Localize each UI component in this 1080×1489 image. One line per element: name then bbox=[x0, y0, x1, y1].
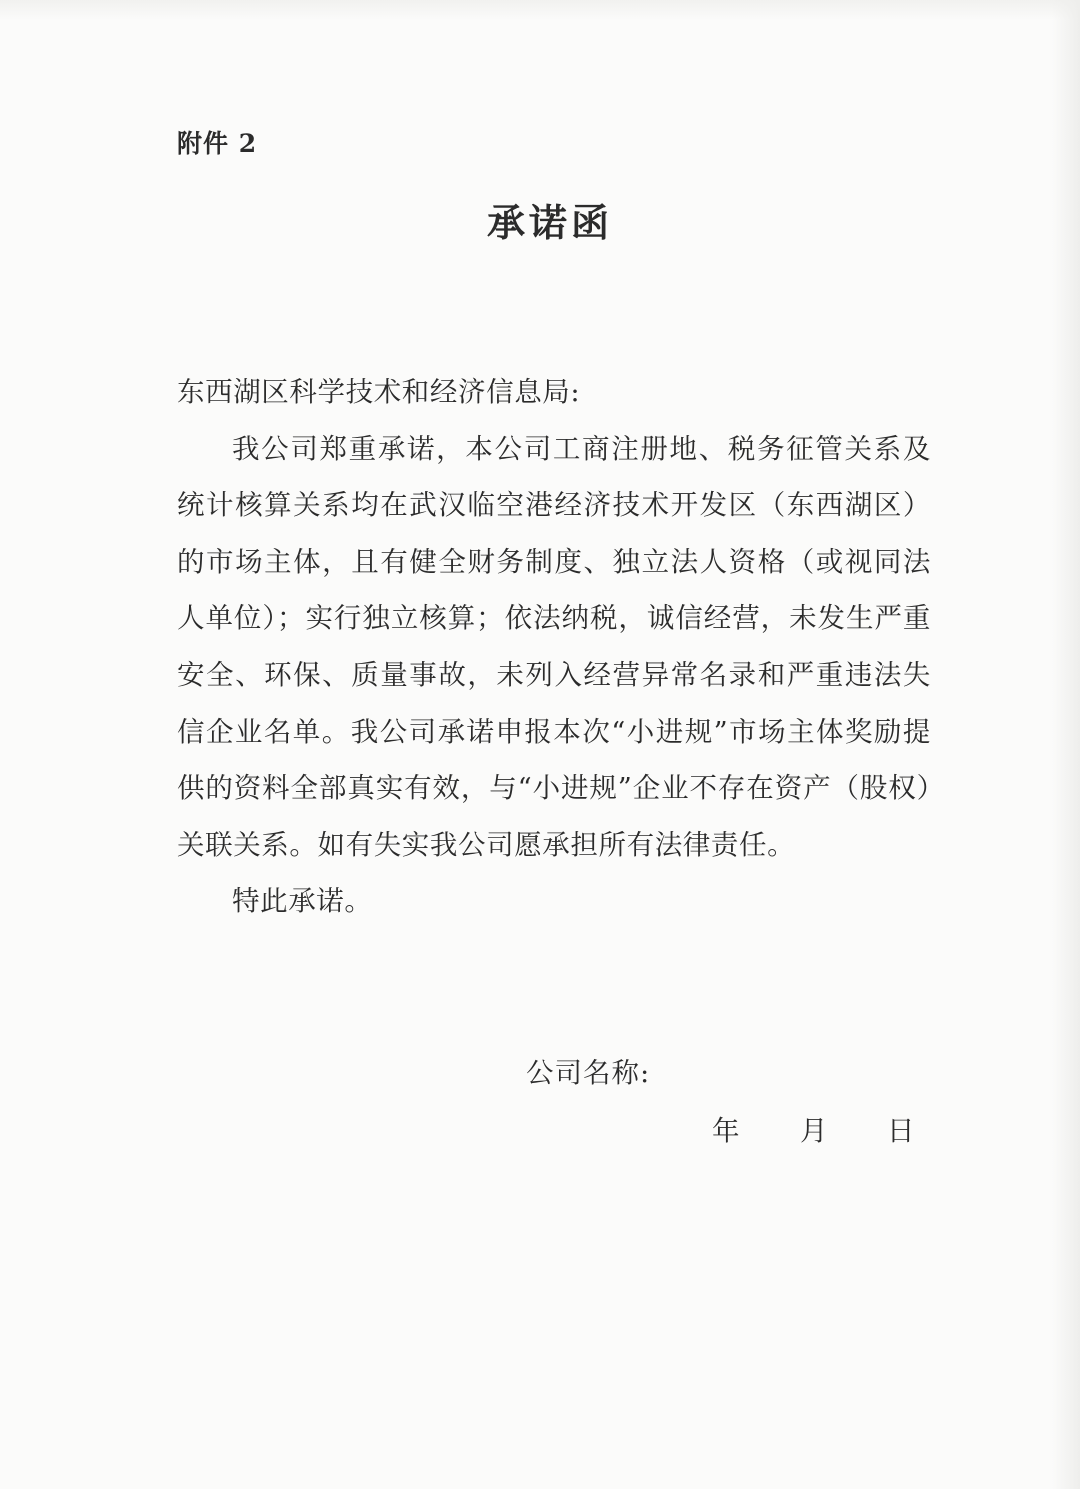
letter-body bbox=[177, 364, 931, 930]
scan-edge-shadow-top bbox=[0, 0, 1080, 20]
recipient-line: 东西湖区科学技术和经济信息局: bbox=[177, 376, 581, 408]
attachment-label: 附件 2 bbox=[177, 129, 258, 158]
date-day-label: 日 bbox=[887, 1115, 915, 1147]
document-title: 承诺函 bbox=[486, 200, 613, 245]
company-name-label: 公司名称: bbox=[526, 1057, 651, 1089]
closing-line: 特此承诺。 bbox=[232, 885, 373, 918]
commitment-paragraph: 我公司郑重承诺，本公司工商注册地、税务征管关系及统计核算关系均在武汉临空港经济技术开发区（东西湖区）的市场主体，且有健全财务制度、独立法人资格（或视同法人单位）；实行独立核算；依法纳税，诚信经营，未发生严重安全、环保、质量事故，未列入经营异常名录和严重违法失信企业名单。我公司承诺申报本次“小进规”市场主体奖励提供的资料全部真实有效，与“小进规”企业不存在资产（股权）关联关系。如有失实我公司愿承担所有法律责任。 bbox=[177, 432, 931, 861]
date-year-label: 年 bbox=[712, 1115, 740, 1147]
date-month-label: 月 bbox=[800, 1115, 828, 1147]
